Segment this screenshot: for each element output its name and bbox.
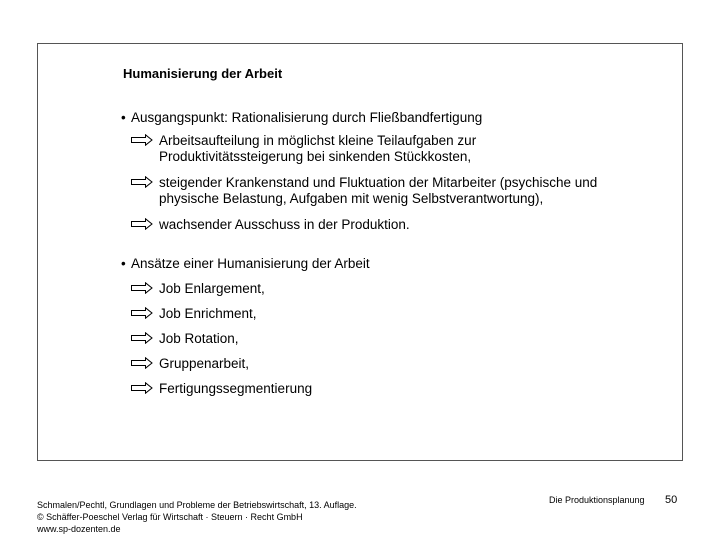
hollow-arrow-icon xyxy=(131,357,153,369)
hollow-arrow-icon xyxy=(131,282,153,294)
hollow-arrow-icon xyxy=(131,382,153,394)
hollow-arrow-icon xyxy=(131,307,153,319)
bullet-ansaetze-text: Ansätze einer Humanisierung der Arbeit xyxy=(131,256,370,271)
slide-frame xyxy=(37,43,683,461)
hollow-arrow-icon xyxy=(131,134,153,146)
hollow-arrow-icon xyxy=(131,332,153,344)
bullet-ansaetze: • Ansätze einer Humanisierung der Arbeit xyxy=(121,256,370,271)
footer-chapter: Die Produktionsplanung xyxy=(549,495,645,505)
hollow-arrow-icon xyxy=(131,176,153,188)
slide-title: Humanisierung der Arbeit xyxy=(123,66,283,81)
page-number: 50 xyxy=(665,494,678,506)
bullet-ausgangspunkt: • Ausgangspunkt: Rationalisierung durch Fließbandfertigung xyxy=(121,110,483,125)
footer-citation: Schmalen/Pechtl, Grundlagen und Probleme der Betriebswirtschaft, 13. Auflage. © Schäffer-Poeschel Verlag für Wirtschaft · Steuern · Recht GmbH www.sp-dozenten.de xyxy=(37,500,357,534)
bullet-ausgangspunkt-text: Ausgangspunkt: Rationalisierung durch Fließbandfertigung xyxy=(131,110,483,125)
hollow-arrow-icon xyxy=(131,218,153,230)
